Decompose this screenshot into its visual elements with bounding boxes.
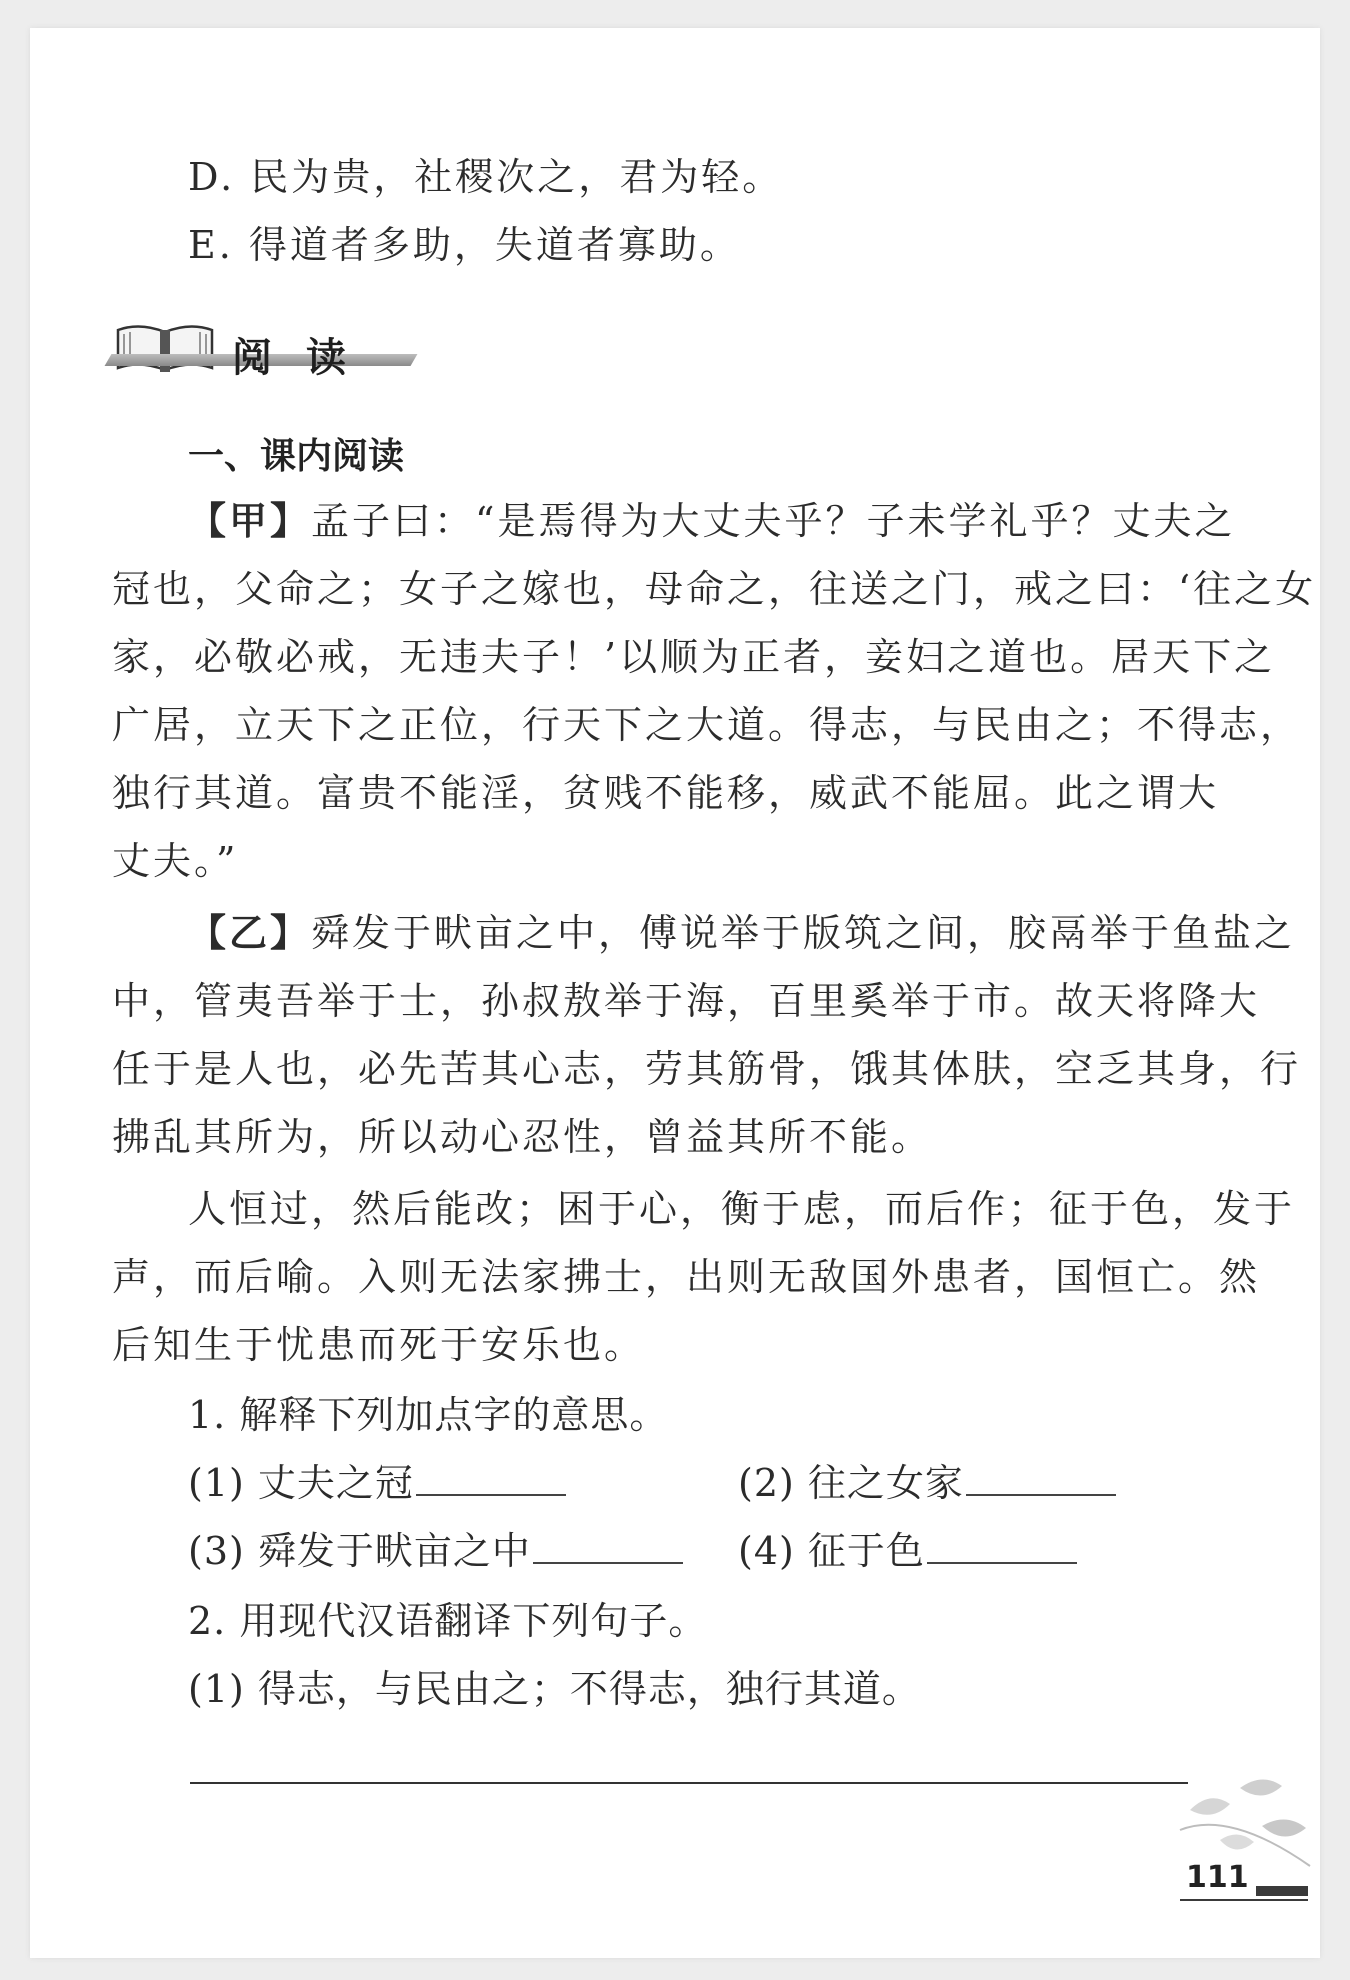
question-1-item-4: (4) 征于色 xyxy=(738,1528,1077,1574)
question-1-item-1: (1) 丈夫之冠 xyxy=(188,1460,566,1506)
question-2-prompt: 2. 用现代汉语翻译下列句子。 xyxy=(188,1599,708,1643)
page-number-bar xyxy=(1256,1886,1308,1896)
passage-a-line-4: 广居，立天下之正位，行天下之大道。得志，与民由之；不得志， xyxy=(112,703,1302,747)
passage-b-line-5: 人恒过，然后能改；困于心，衡于虑，而后作；征于色，发于 xyxy=(188,1187,1296,1231)
open-book-icon xyxy=(110,318,220,376)
passage-a-line-5: 独行其道。富贵不能淫，贫贱不能移，威武不能屈。此之谓大 xyxy=(112,771,1220,815)
passage-b-line-7: 后知生于忧患而死于安乐也。 xyxy=(112,1323,646,1367)
question-1-prompt: 1. 解释下列加点字的意思。 xyxy=(188,1393,669,1437)
passage-a-line-2: 冠也，父命之；女子之嫁也，母命之，往送之门，戒之曰：‘往之女 xyxy=(112,567,1317,611)
answer-blank[interactable] xyxy=(927,1530,1077,1564)
question-2-item-1: (1) 得志，与民由之；不得志，独行其道。 xyxy=(188,1667,921,1711)
passage-b-line-6: 声，而后喻。入则无法家拂士，出则无敌国外患者，国恒亡。然 xyxy=(112,1255,1261,1299)
option-d: D. 民为贵，社稷次之，君为轻。 xyxy=(188,155,784,199)
answer-blank[interactable] xyxy=(416,1462,566,1496)
passage-b-line-1: 【乙】舜发于畎亩之中，傅说举于版筑之间，胶鬲举于鱼盐之 xyxy=(188,911,1296,955)
option-e: E. 得道者多助，失道者寡助。 xyxy=(188,223,741,267)
page-number: 111 xyxy=(1186,1860,1249,1895)
subsection-title: 一、课内阅读 xyxy=(188,436,405,477)
answer-line[interactable] xyxy=(190,1782,1188,1784)
passage-a-line-1: 【甲】孟子曰：“是焉得为大丈夫乎？子未学礼乎？丈夫之 xyxy=(188,499,1236,543)
question-1-item-3: (3) 舜发于畎亩之中 xyxy=(188,1528,683,1574)
passage-b-line-3: 任于是人也，必先苦其心志，劳其筋骨，饿其体肤，空乏其身，行 xyxy=(112,1047,1302,1091)
passage-b-line-4: 拂乱其所为，所以动心忍性，曾益其所不能。 xyxy=(112,1115,933,1159)
section-title: 阅读 xyxy=(232,335,380,381)
passage-b-line-2: 中，管夷吾举于士，孙叔敖举于海，百里奚举于市。故天将降大 xyxy=(112,979,1261,1023)
question-1-item-2: (2) 往之女家 xyxy=(738,1460,1116,1506)
passage-a-tag: 【甲】 xyxy=(188,499,312,543)
passage-b-tag: 【乙】 xyxy=(188,911,312,955)
passage-a-line-6: 丈夫。” xyxy=(112,839,239,883)
answer-blank[interactable] xyxy=(533,1530,683,1564)
page-number-underline xyxy=(1180,1899,1308,1901)
passage-a-line-3: 家，必敬必戒，无违夫子！’以顺为正者，妾妇之道也。居天下之 xyxy=(112,635,1276,679)
answer-blank[interactable] xyxy=(966,1462,1116,1496)
